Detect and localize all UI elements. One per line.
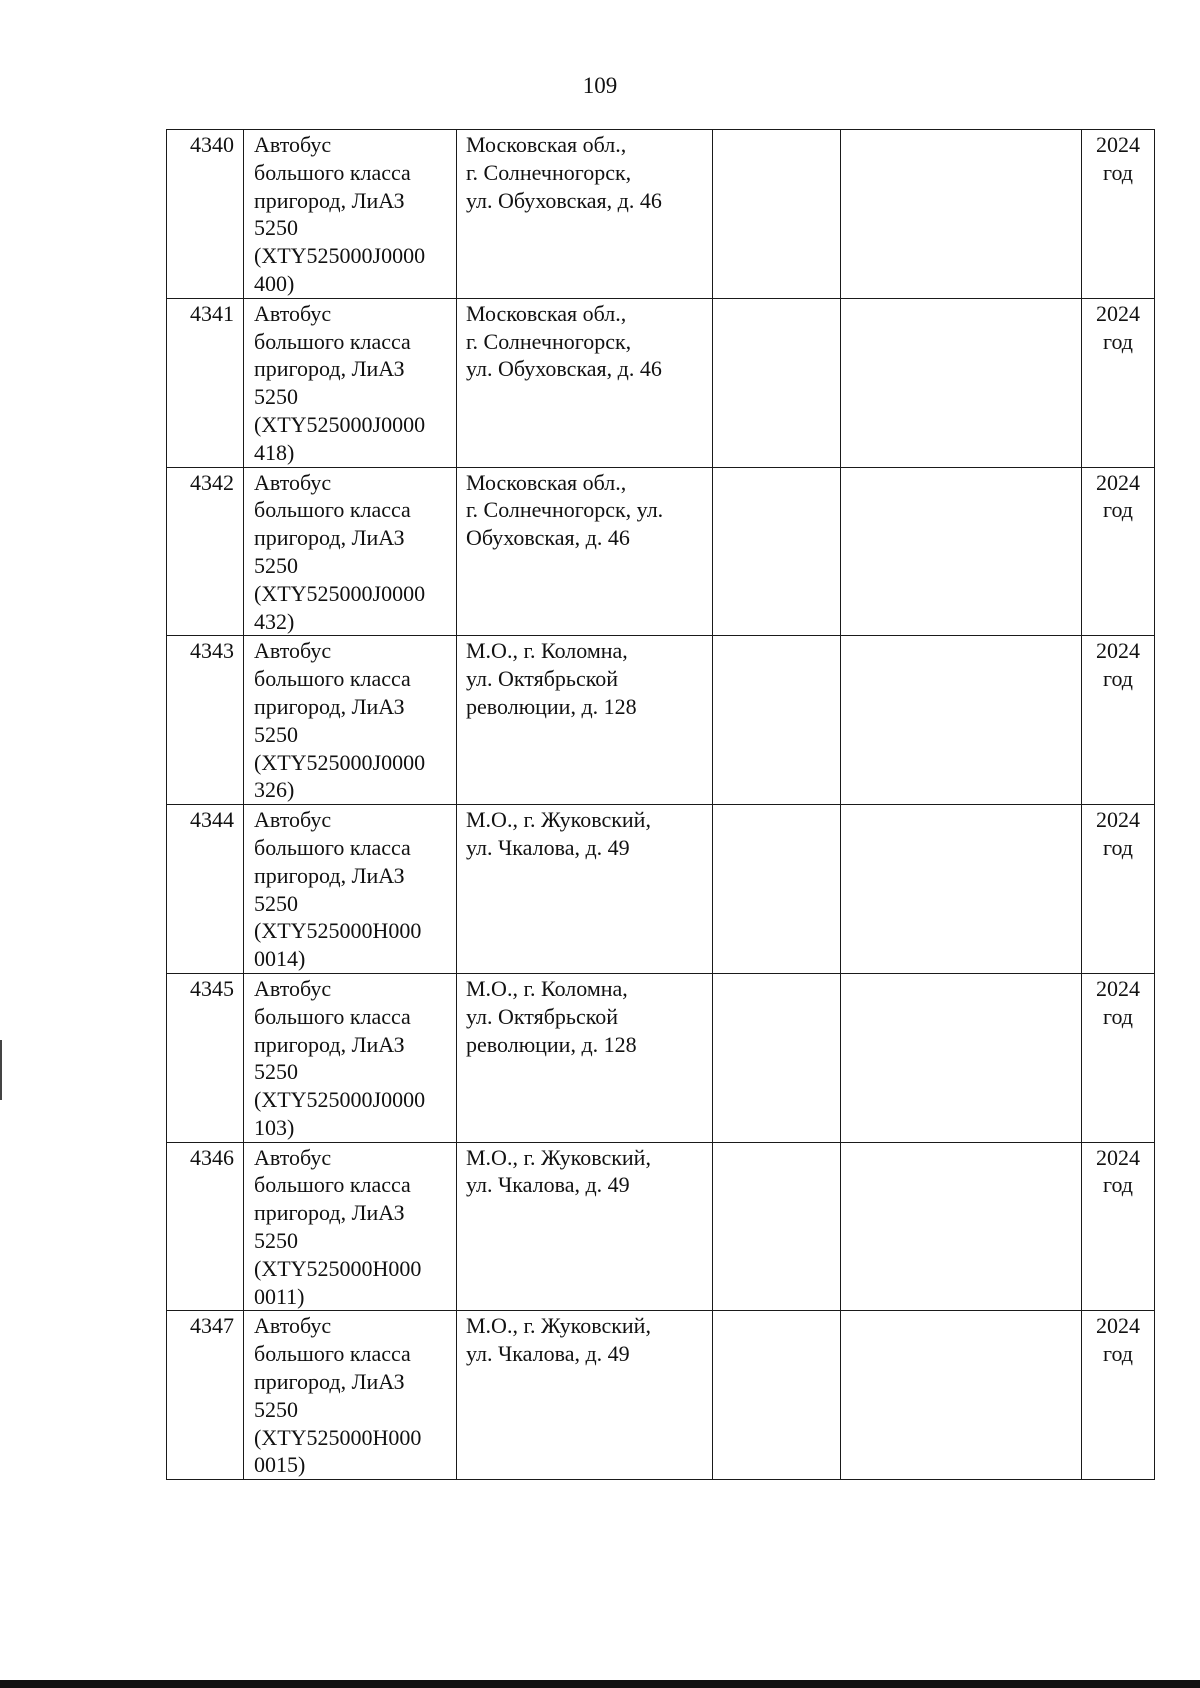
- year-line: 2024: [1096, 132, 1140, 157]
- year-line: 2024: [1096, 975, 1140, 1001]
- vehicle-name-line: (XTY525000H000: [254, 1255, 422, 1281]
- vehicle-name-line: Автобус: [254, 300, 332, 326]
- vehicle-name-line: большого класса: [254, 497, 411, 523]
- vehicle-name-line: 400): [254, 270, 295, 296]
- address-line: М.О., г. Жуковский,: [466, 1313, 651, 1339]
- address-cell: [457, 1311, 713, 1480]
- address-line: Московская обл.,: [466, 469, 627, 495]
- table-row: [167, 130, 1155, 299]
- vehicle-name-line: Автобус: [254, 132, 332, 157]
- table-row: [167, 805, 1155, 974]
- row-number: 4342: [190, 469, 234, 495]
- year-line: год: [1102, 328, 1134, 354]
- vehicle-name-line: Автобус: [254, 1313, 332, 1339]
- vehicle-name-line: пригород, ЛиАЗ: [254, 187, 405, 213]
- address-line: М.О., г. Жуковский,: [466, 1144, 651, 1170]
- year-line: год: [1102, 666, 1134, 692]
- year-cell: [1082, 130, 1155, 299]
- row-number-cell: [167, 130, 244, 299]
- address-cell: [457, 973, 713, 1142]
- row-number-cell: [167, 467, 244, 636]
- vehicle-name-line: Автобус: [254, 1144, 332, 1170]
- year-cell: [1082, 1142, 1155, 1311]
- vehicle-name-line: 0014): [254, 946, 306, 972]
- row-number-cell: [167, 636, 244, 805]
- row-number: 4343: [190, 638, 234, 664]
- row-number-cell: [167, 298, 244, 467]
- vehicle-name-line: 5250: [254, 721, 298, 747]
- row-number: 4344: [190, 807, 234, 833]
- vehicle-name-cell: [244, 805, 457, 974]
- scan-bottom-border: [0, 1680, 1200, 1688]
- vehicle-name-line: пригород, ЛиАЗ: [254, 525, 405, 551]
- vehicle-name-line: Автобус: [254, 807, 332, 833]
- vehicle-name-line: большого класса: [254, 328, 411, 354]
- vehicle-name-line: (XTY525000J0000: [254, 243, 426, 269]
- table-body: [167, 130, 1155, 1480]
- vehicle-name-line: 326): [254, 777, 295, 803]
- row-number-cell: [167, 1142, 244, 1311]
- address-line: ул. Октябрьской: [466, 1003, 619, 1029]
- table-row: [167, 467, 1155, 636]
- vehicle-name-line: (XTY525000H000: [254, 918, 422, 944]
- row-number-cell: [167, 973, 244, 1142]
- vehicle-name-line: Автобус: [254, 975, 332, 1001]
- vehicle-name-line: большого класса: [254, 159, 411, 185]
- address-line: Обуховская, д. 46: [466, 525, 630, 551]
- vehicle-name-line: 5250: [254, 890, 298, 916]
- vehicle-name-line: (XTY525000J0000: [254, 1087, 426, 1113]
- year-line: 2024: [1096, 300, 1140, 326]
- row-number: 4347: [190, 1313, 234, 1339]
- vehicle-name-line: пригород, ЛиАЗ: [254, 862, 405, 888]
- vehicle-table: [166, 129, 1155, 1480]
- empty-cell: [841, 805, 1082, 974]
- vehicle-name-cell: [244, 467, 457, 636]
- vehicle-name-line: большого класса: [254, 1003, 411, 1029]
- address-line: революции, д. 128: [466, 1031, 637, 1057]
- year-line: 2024: [1096, 469, 1140, 495]
- address-line: М.О., г. Коломна,: [466, 975, 628, 1001]
- address-line: ул. Октябрьской: [466, 666, 619, 692]
- vehicle-name-line: пригород, ЛиАЗ: [254, 1369, 405, 1395]
- year-line: год: [1102, 1172, 1134, 1198]
- empty-cell: [713, 467, 841, 636]
- row-number-cell: [167, 1311, 244, 1480]
- year-cell: [1082, 636, 1155, 805]
- vehicle-name-line: большого класса: [254, 834, 411, 860]
- vehicle-name-line: 5250: [254, 215, 298, 241]
- address-line: ул. Чкалова, д. 49: [466, 834, 630, 860]
- year-cell: [1082, 805, 1155, 974]
- empty-cell: [713, 636, 841, 805]
- empty-cell: [713, 1142, 841, 1311]
- year-cell: [1082, 973, 1155, 1142]
- vehicle-name-line: Автобус: [254, 638, 332, 664]
- vehicle-name-line: пригород, ЛиАЗ: [254, 693, 405, 719]
- year-line: 2024: [1096, 1313, 1140, 1339]
- year-line: 2024: [1096, 1144, 1140, 1170]
- vehicle-name-line: (XTY525000J0000: [254, 411, 426, 437]
- vehicle-name-line: 432): [254, 608, 295, 634]
- vehicle-name-line: пригород, ЛиАЗ: [254, 356, 405, 382]
- year-line: 2024: [1096, 638, 1140, 664]
- table-row: [167, 1311, 1155, 1480]
- address-line: ул. Обуховская, д. 46: [466, 187, 662, 213]
- address-line: ул. Чкалова, д. 49: [466, 1172, 630, 1198]
- empty-cell: [713, 1311, 841, 1480]
- address-line: ул. Обуховская, д. 46: [466, 356, 662, 382]
- year-line: год: [1102, 497, 1134, 523]
- vehicle-name-line: 5250: [254, 384, 298, 410]
- address-cell: [457, 1142, 713, 1311]
- empty-cell: [841, 298, 1082, 467]
- vehicle-name-line: (XTY525000J0000: [254, 749, 426, 775]
- vehicle-name-line: 103): [254, 1114, 295, 1140]
- empty-cell: [841, 1142, 1082, 1311]
- empty-cell: [841, 973, 1082, 1142]
- vehicle-name-cell: [244, 1311, 457, 1480]
- vehicle-name-line: 5250: [254, 1228, 298, 1254]
- year-line: год: [1102, 159, 1134, 185]
- table-row: [167, 298, 1155, 467]
- address-line: г. Солнечногорск,: [466, 159, 632, 185]
- vehicle-name-cell: [244, 636, 457, 805]
- empty-cell: [841, 636, 1082, 805]
- empty-cell: [841, 1311, 1082, 1480]
- address-line: ул. Чкалова, д. 49: [466, 1341, 630, 1367]
- address-cell: [457, 805, 713, 974]
- vehicle-name-line: 0011): [254, 1283, 305, 1309]
- vehicle-name-line: Автобус: [254, 469, 332, 495]
- vehicle-name-line: 5250: [254, 552, 298, 578]
- empty-cell: [713, 298, 841, 467]
- vehicle-name-line: большого класса: [254, 1172, 411, 1198]
- address-cell: [457, 298, 713, 467]
- address-line: г. Солнечногорск, ул.: [466, 497, 664, 523]
- address-line: г. Солнечногорск,: [466, 328, 632, 354]
- address-cell: [457, 467, 713, 636]
- vehicle-name-line: пригород, ЛиАЗ: [254, 1031, 405, 1057]
- empty-cell: [713, 805, 841, 974]
- year-cell: [1082, 1311, 1155, 1480]
- row-number: 4340: [190, 132, 234, 157]
- vehicle-name-line: 0015): [254, 1452, 306, 1478]
- scan-edge-mark: [0, 1040, 2, 1100]
- address-line: Московская обл.,: [466, 300, 627, 326]
- address-line: Московская обл.,: [466, 132, 627, 157]
- vehicle-name-line: 418): [254, 439, 295, 465]
- address-line: М.О., г. Жуковский,: [466, 807, 651, 833]
- year-cell: [1082, 467, 1155, 636]
- row-number: 4346: [190, 1144, 234, 1170]
- vehicle-name-cell: [244, 298, 457, 467]
- row-number-cell: [167, 805, 244, 974]
- empty-cell: [841, 467, 1082, 636]
- year-line: год: [1102, 1341, 1134, 1367]
- vehicle-name-line: (XTY525000J0000: [254, 580, 426, 606]
- vehicle-name-line: пригород, ЛиАЗ: [254, 1200, 405, 1226]
- table-row: [167, 1142, 1155, 1311]
- address-cell: [457, 130, 713, 299]
- year-line: год: [1102, 834, 1134, 860]
- empty-cell: [841, 130, 1082, 299]
- table-row: [167, 973, 1155, 1142]
- vehicle-name-cell: [244, 973, 457, 1142]
- address-cell: [457, 636, 713, 805]
- vehicle-name-cell: [244, 1142, 457, 1311]
- row-number: 4345: [190, 975, 234, 1001]
- vehicle-name-line: (XTY525000H000: [254, 1424, 422, 1450]
- year-cell: [1082, 298, 1155, 467]
- year-line: год: [1102, 1003, 1134, 1029]
- address-line: М.О., г. Коломна,: [466, 638, 628, 664]
- vehicle-name-line: 5250: [254, 1396, 298, 1422]
- empty-cell: [713, 973, 841, 1142]
- address-line: революции, д. 128: [466, 693, 637, 719]
- table-row: [167, 636, 1155, 805]
- empty-cell: [713, 130, 841, 299]
- vehicle-name-line: большого класса: [254, 666, 411, 692]
- year-line: 2024: [1096, 807, 1140, 833]
- vehicle-name-line: большого класса: [254, 1341, 411, 1367]
- vehicle-name-line: 5250: [254, 1059, 298, 1085]
- row-number: 4341: [190, 300, 234, 326]
- vehicle-name-cell: [244, 130, 457, 299]
- page-number: 109: [582, 73, 618, 98]
